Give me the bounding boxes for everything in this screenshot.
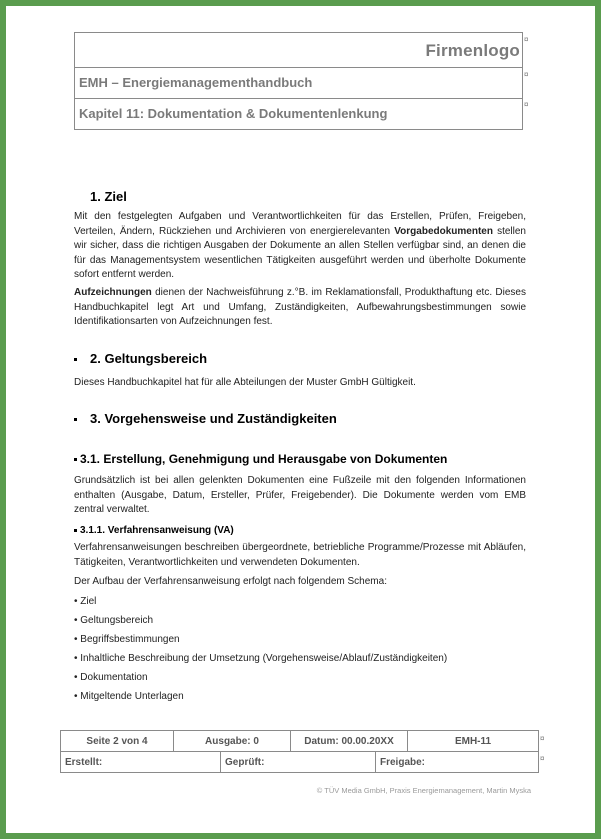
footer-erstellt: Erstellt: bbox=[61, 752, 221, 772]
section-3-1-heading: 3.1. Erstellung, Genehmigung und Herausgabe von Dokumenten bbox=[80, 452, 448, 466]
header-title-row bbox=[75, 68, 522, 99]
footer-geprueft: Geprüft: bbox=[221, 752, 376, 772]
list-item: • Inhaltliche Beschreibung der Umsetzung (Vorgehensweise/Ablauf/Zuständigkeiten) bbox=[74, 653, 448, 664]
section-3-heading: 3. Vorgehensweise und Zuständigkeiten bbox=[90, 411, 337, 426]
header-table bbox=[74, 32, 523, 130]
footer-doc-id: EMH-11 bbox=[454, 735, 492, 747]
header-logo-row bbox=[75, 33, 522, 68]
header-chapter-row bbox=[75, 99, 522, 129]
cell-marker: ¤ bbox=[524, 35, 529, 44]
copyright-notice: © TÜV Media GmbH, Praxis Energiemanagement, Martin Myska bbox=[316, 786, 531, 795]
heading-marker bbox=[74, 358, 77, 361]
schema-list bbox=[74, 595, 447, 709]
heading-marker bbox=[74, 529, 77, 532]
heading-marker bbox=[74, 418, 77, 421]
heading-marker bbox=[74, 458, 77, 461]
section-1-paragraph-2: Aufzeichnungen dienen der Nachweisführung z.°B. im Reklamationsfall, Produkthaftung etc. Dieses Handbuchkapitel legt Art und Umfang, Zuständigkeiten, Aufbewahrungsbestimmungen sowie Identifikationsarten von Aufzeichnungen fest. bbox=[74, 287, 526, 327]
footer-table bbox=[60, 730, 539, 773]
list-item: • Mitgeltende Unterlagen bbox=[74, 691, 184, 702]
document-page bbox=[6, 6, 595, 833]
list-item: • Ziel bbox=[74, 596, 97, 607]
list-item: • Geltungsbereich bbox=[74, 615, 154, 626]
section-3-1-1-heading: 3.1.1. Verfahrensanweisung (VA) bbox=[80, 525, 234, 536]
section-1-heading: 1. Ziel bbox=[90, 189, 127, 204]
footer-row-2 bbox=[61, 752, 538, 772]
cell-marker: ¤ bbox=[524, 100, 529, 109]
cell-marker: ¤ bbox=[540, 734, 545, 743]
footer-page: Seite 2 von 4 bbox=[61, 731, 174, 751]
section-3-1-1-paragraph-1: Verfahrensanweisungen beschreiben übergeordnete, betriebliche Programme/Prozesse mit Abläufen, Tätigkeiten, Verantwortlichkeiten und verwendeten Dokumenten. bbox=[74, 542, 526, 568]
section-3-1-paragraph: Grundsätzlich ist bei allen gelenkten Dokumenten eine Fußzeile mit den folgenden Informationen enthalten (Ausgabe, Datum, Ersteller, Prüfer, Freigebender). Die Dokumente werden vom EMB zentral verwaltet. bbox=[74, 475, 526, 515]
chapter-title: Kapitel 11: Dokumentation & Dokumentenlenkung bbox=[79, 106, 388, 121]
footer-datum: Datum: 00.00.20XX bbox=[291, 731, 408, 751]
section-1-paragraph-1: Mit den festgelegten Aufgaben und Verantwortlichkeiten für das Erstellen, Prüfen, Freigeben, Verteilen, Ändern, Rückziehen und Archivieren von energierelevanten Vorgabedokumenten stellen wir sicher, dass die richtigen Ausgaben der Dokumente an allen Stellen verfügbar sind, an denen die für das Managementsystem wesentlichen Tätigkeiten ausgeführt werden und überholte Dokumente sofort entfernt werden. bbox=[74, 211, 526, 280]
list-item: • Dokumentation bbox=[74, 672, 148, 683]
section-2-paragraph: Dieses Handbuchkapitel hat für alle Abteilungen der Muster GmbH Gültigkeit. bbox=[74, 377, 416, 388]
handbook-title: EMH – Energiemanagementhandbuch bbox=[79, 75, 313, 90]
section-2-heading: 2. Geltungsbereich bbox=[90, 351, 208, 366]
footer-ausgabe: Ausgabe: 0 bbox=[174, 731, 291, 751]
company-logo: Firmenlogo bbox=[425, 41, 520, 60]
list-item: • Begriffsbestimmungen bbox=[74, 634, 180, 645]
section-3-1-1-paragraph-2: Der Aufbau der Verfahrensanweisung erfolgt nach folgendem Schema: bbox=[74, 576, 387, 587]
cell-marker: ¤ bbox=[524, 70, 529, 79]
cell-marker: ¤ bbox=[540, 754, 545, 763]
footer-freigabe: Freigabe: bbox=[380, 756, 426, 768]
footer-row-1 bbox=[61, 731, 538, 752]
